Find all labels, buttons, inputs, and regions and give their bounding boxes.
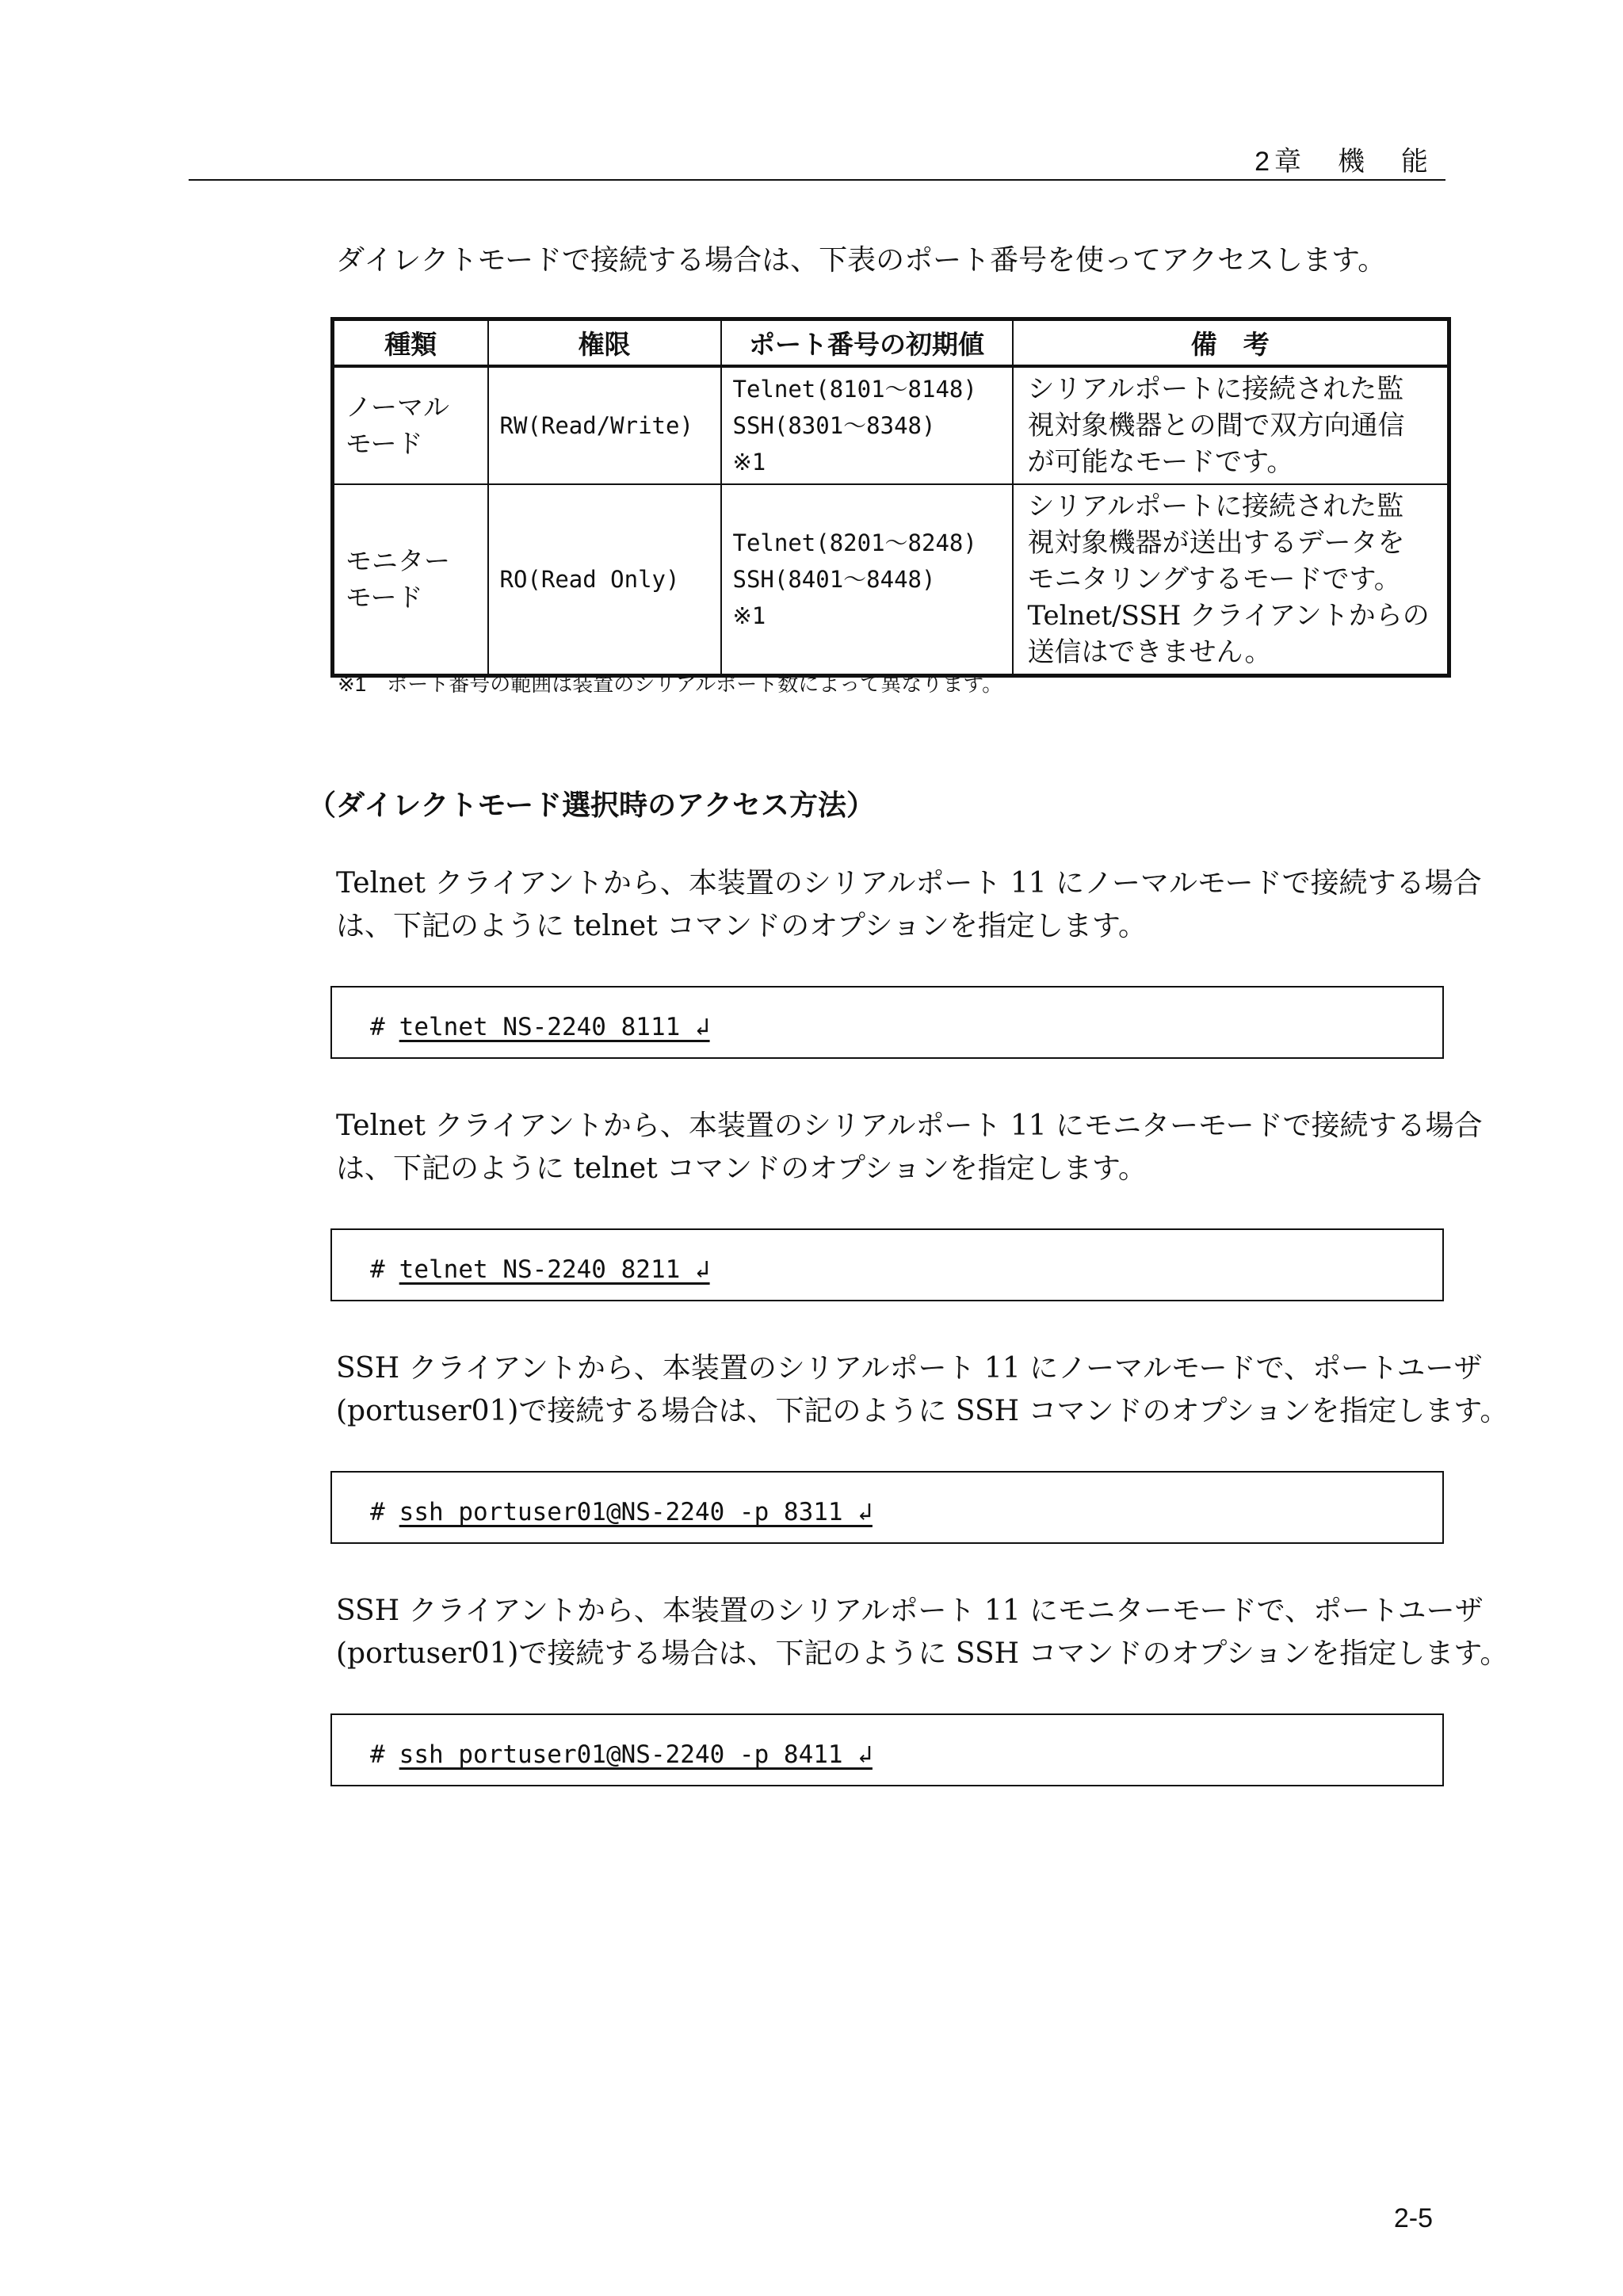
description-line: Telnet クライアントから、本装置のシリアルポート 11 にノーマルモードで接続する場合	[336, 867, 1482, 900]
header-rule	[189, 179, 1445, 181]
intro-text: ダイレクトモードで接続する場合は、下表のポート番号を使ってアクセスします。	[336, 244, 1387, 277]
command-text: ssh portuser01@NS-2240 -p 8311 ↲	[399, 1498, 873, 1526]
command-box	[330, 1228, 1444, 1301]
note-line: 送信はできません。	[1027, 636, 1272, 668]
type-line: ノーマル	[346, 392, 450, 422]
chapter-header: 2章 機 能	[1254, 147, 1433, 177]
table-row-monitor	[333, 484, 1449, 676]
note-line: モニタリングするモードです。	[1027, 563, 1401, 595]
table-row-normal	[333, 366, 1449, 484]
command-box	[330, 1471, 1444, 1544]
description-line: (portuser01)で接続する場合は、下記のように SSH コマンドのオプションを指定します。	[336, 1395, 1509, 1427]
table-header-row	[333, 319, 1449, 367]
header-type: 種類	[333, 319, 488, 367]
note-line: シリアルポートに接続された監	[1027, 491, 1404, 522]
header-port: ポート番号の初期値	[721, 319, 1013, 367]
command-line	[370, 1013, 710, 1041]
table-footnote: ※1 ポート番号の範囲は装置のシリアルポート数によって異なります。	[338, 672, 1003, 696]
command-line	[370, 1498, 873, 1526]
note-line: シリアルポートに接続された監	[1027, 373, 1404, 405]
type-line: モード	[346, 428, 423, 459]
description-line: SSH クライアントから、本装置のシリアルポート 11 にモニターモードで、ポートユーザ	[336, 1595, 1484, 1627]
example-description	[336, 1105, 1483, 1190]
cell-permission: RO(Read Only)	[488, 484, 721, 676]
command-line	[370, 1255, 710, 1284]
type-line: モード	[346, 582, 423, 613]
header-permission: 権限	[488, 319, 721, 367]
cell-note	[1013, 484, 1449, 676]
page-number: 2-5	[1393, 2203, 1433, 2233]
port-table	[330, 317, 1451, 678]
cell-note	[1013, 366, 1449, 484]
type-line: モニター	[346, 545, 450, 576]
header-note: 備 考	[1013, 319, 1449, 367]
example-description	[336, 862, 1482, 948]
description-line: SSH クライアントから、本装置のシリアルポート 11 にノーマルモードで、ポートユーザ	[336, 1352, 1483, 1385]
note-line: 視対象機器が送出するデータを	[1027, 527, 1405, 559]
description-line: は、下記のように telnet コマンドのオプションを指定します。	[336, 1152, 1148, 1185]
command-line	[370, 1740, 873, 1769]
port-line: Telnet(8101〜8148)	[732, 376, 977, 403]
port-line: SSH(8301〜8348)	[732, 412, 936, 439]
command-text: telnet NS-2240 8211 ↲	[399, 1255, 710, 1284]
port-line: ※1	[732, 449, 766, 476]
port-line: Telnet(8201〜8248)	[732, 529, 977, 556]
example-description	[336, 1347, 1509, 1433]
command-prompt: #	[370, 1255, 385, 1284]
command-box	[330, 986, 1444, 1059]
note-line: 視対象機器との間で双方向通信	[1027, 410, 1405, 441]
cell-type	[333, 484, 488, 676]
cell-permission: RW(Read/Write)	[488, 366, 721, 484]
note-line: Telnet/SSH クライアントからの	[1027, 600, 1430, 632]
cell-type	[333, 366, 488, 484]
command-prompt: #	[370, 1013, 385, 1041]
section-heading: （ダイレクトモード選択時のアクセス方法）	[307, 789, 876, 821]
cell-ports	[721, 484, 1013, 676]
command-prompt: #	[370, 1498, 385, 1526]
example-description	[336, 1590, 1509, 1675]
description-line: は、下記のように telnet コマンドのオプションを指定します。	[336, 910, 1148, 942]
command-text: telnet NS-2240 8111 ↲	[399, 1013, 710, 1041]
port-line: SSH(8401〜8448)	[732, 566, 936, 593]
command-box	[330, 1713, 1444, 1786]
command-prompt: #	[370, 1740, 385, 1769]
description-line: Telnet クライアントから、本装置のシリアルポート 11 にモニターモードで接続する場合	[336, 1110, 1483, 1142]
note-line: が可能なモードです。	[1027, 446, 1294, 478]
port-line: ※1	[732, 602, 766, 629]
command-text: ssh portuser01@NS-2240 -p 8411 ↲	[399, 1740, 873, 1769]
description-line: (portuser01)で接続する場合は、下記のように SSH コマンドのオプションを指定します。	[336, 1637, 1509, 1670]
cell-ports	[721, 366, 1013, 484]
